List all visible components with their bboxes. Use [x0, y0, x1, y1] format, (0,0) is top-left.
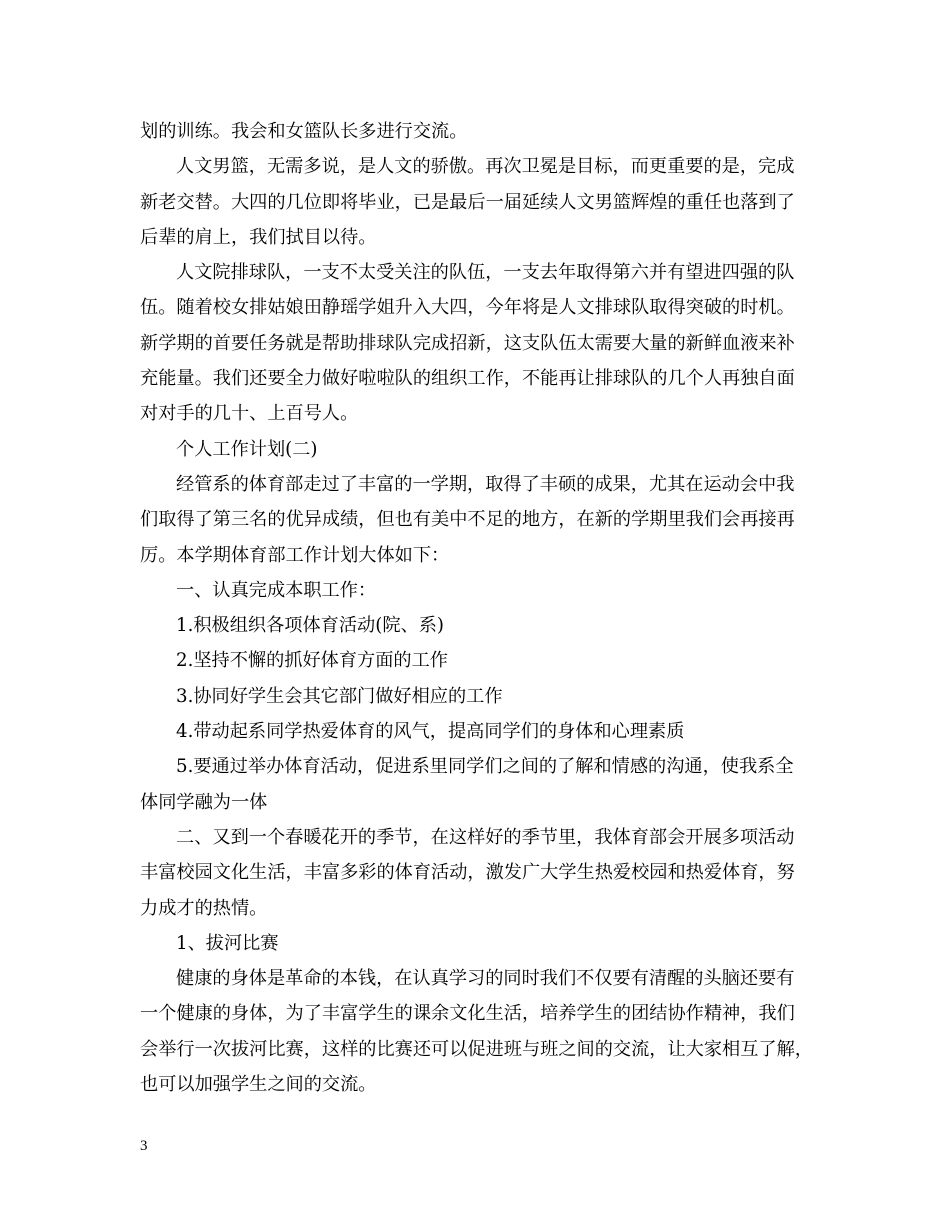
body-line: 体同学融为一体 — [140, 791, 268, 813]
paragraph-line: 经管系的体育部走过了丰富的一学期，取得了丰硕的成果，尤其在运动会中我 — [176, 473, 795, 495]
body-line: 新老交替。大四的几位即将毕业，已是最后一届延续人文男篮辉煌的重任也落到了 — [140, 191, 795, 213]
section-heading: 个人工作计划(二) — [176, 438, 318, 460]
body-line: 伍。随着校女排姑娘田静瑶学姐升入大四，今年将是人文排球队取得突破的时机。 — [140, 297, 795, 319]
paragraph-line: 人文院排球队，一支不太受关注的队伍，一支去年取得第六并有望进四强的队 — [176, 262, 795, 284]
paragraph-line: 健康的身体是革命的本钱，在认真学习的同时我们不仅要有清醒的头脑还要有 — [176, 968, 795, 990]
body-line: 新学期的首要任务就是帮助排球队完成招新，这支队伍太需要大量的新鲜血液来补 — [140, 332, 795, 354]
body-line: 丰富校园文化生活，丰富多彩的体育活动，激发广大学生热爱校园和热爱体育，努 — [140, 862, 795, 884]
list-item: 3.协同好学生会其它部门做好相应的工作 — [176, 685, 503, 707]
body-line: 力成才的热情。 — [140, 897, 268, 919]
list-item: 4.带动起系同学热爱体育的风气，提高同学们的身体和心理素质 — [176, 721, 685, 743]
body-line: 划的训练。我会和女篮队长多进行交流。 — [140, 121, 468, 142]
list-item: 2.坚持不懈的抓好体育方面的工作 — [176, 650, 448, 672]
list-item: 5.要通过举办体育活动，促进系里同学们之间的了解和情感的沟通，使我系全 — [176, 756, 794, 778]
body-line: 一个健康的身体，为了丰富学生的课余文化生活，培养学生的团结协作精神，我们 — [140, 1003, 795, 1025]
body-line: 厉。本学期体育部工作计划大体如下： — [140, 544, 450, 566]
body-line: 充能量。我们还要全力做好啦啦队的组织工作，不能再让排球队的几个人再独自面 — [140, 368, 795, 390]
section-heading: 一、认真完成本职工作： — [176, 579, 377, 601]
section-heading: 1、拔河比赛 — [176, 932, 279, 954]
paragraph-line: 二、又到一个春暖花开的季节，在这样好的季节里，我体育部会开展多项活动 — [176, 826, 795, 848]
list-item: 1.积极组织各项体育活动(院、系) — [176, 615, 444, 637]
body-line: 对对手的几十、上百号人。 — [140, 403, 359, 425]
body-line: 也可以加强学生之间的交流。 — [140, 1074, 377, 1096]
body-line: 们取得了第三名的优异成绩，但也有美中不足的地方，在新的学期里我们会再接再 — [140, 509, 795, 531]
document-body — [140, 114, 822, 1102]
paragraph-line: 人文男篮，无需多说，是人文的骄傲。再次卫冕是目标，而更重要的是，完成 — [176, 156, 795, 178]
page-number: 3 — [140, 1138, 148, 1154]
body-line: 后辈的肩上，我们拭目以待。 — [140, 226, 377, 248]
body-line: 会举行一次拔河比赛，这样的比赛还可以促进班与班之间的交流，让大家相互了解， — [140, 1038, 813, 1060]
